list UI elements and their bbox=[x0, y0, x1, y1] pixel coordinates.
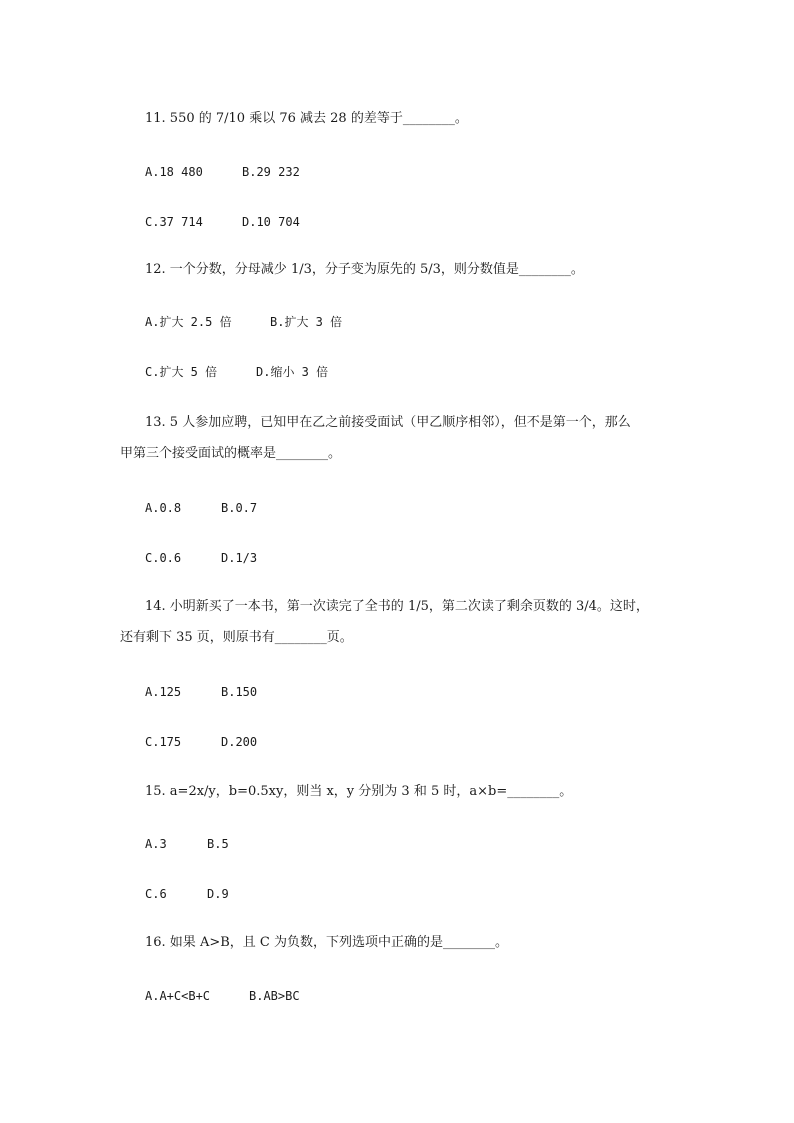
options-row bbox=[145, 684, 257, 700]
option-c: C.175 bbox=[145, 735, 182, 749]
question-13-continued: 甲第三个接受面试的概率是________。 bbox=[120, 446, 342, 461]
option-b: B.AB>BC bbox=[249, 989, 300, 1003]
options-row bbox=[145, 550, 257, 566]
question-11: 11. 550 的 7/10 乘以 76 减去 28 的差等于________。 bbox=[145, 111, 468, 126]
question-16: 16. 如果 A>B，且 C 为负数，下列选项中正确的是________。 bbox=[145, 935, 508, 950]
option-b: B.扩大 3 倍 bbox=[270, 315, 343, 329]
option-a: A.A+C<B+C bbox=[145, 989, 211, 1003]
options-row bbox=[145, 314, 342, 330]
question-14-continued: 还有剩下 35 页，则原书有________页。 bbox=[120, 630, 353, 645]
option-b: B.150 bbox=[221, 685, 258, 699]
option-a: A.18 480 bbox=[145, 165, 203, 179]
option-b: B.0.7 bbox=[221, 501, 258, 515]
option-c: C.37 714 bbox=[145, 215, 203, 229]
options-row bbox=[145, 836, 229, 852]
option-c: C.0.6 bbox=[145, 551, 182, 565]
question-13: 13. 5 人参加应聘，已知甲在乙之前接受面试（甲乙顺序相邻），但不是第一个，那么 bbox=[145, 415, 631, 430]
option-b: B.5 bbox=[207, 837, 229, 851]
option-b: B.29 232 bbox=[242, 165, 300, 179]
question-14: 14. 小明新买了一本书，第一次读完了全书的 1/5，第二次读了剩余页数的 3/4。这时， bbox=[145, 599, 649, 614]
question-15: 15. a=2x/y，b=0.5xy，则当 x，y 分别为 3 和 5 时，a×b=________。 bbox=[145, 784, 573, 799]
option-d: D.9 bbox=[207, 887, 229, 901]
option-d: D.缩小 3 倍 bbox=[256, 365, 329, 379]
option-d: D.1/3 bbox=[221, 551, 258, 565]
option-c: C.6 bbox=[145, 887, 167, 901]
options-row bbox=[145, 364, 328, 380]
option-a: A.125 bbox=[145, 685, 182, 699]
options-row bbox=[145, 988, 300, 1004]
options-row bbox=[145, 500, 257, 516]
options-row bbox=[145, 886, 229, 902]
option-a: A.3 bbox=[145, 837, 167, 851]
option-c: C.扩大 5 倍 bbox=[145, 365, 218, 379]
option-d: D.200 bbox=[221, 735, 258, 749]
options-row bbox=[145, 734, 257, 750]
options-row bbox=[145, 164, 300, 180]
option-d: D.10 704 bbox=[242, 215, 300, 229]
option-a: A.0.8 bbox=[145, 501, 182, 515]
options-row bbox=[145, 214, 300, 230]
option-a: A.扩大 2.5 倍 bbox=[145, 315, 232, 329]
question-12: 12. 一个分数，分母减少 1/3，分子变为原先的 5/3，则分数值是________。 bbox=[145, 262, 584, 277]
